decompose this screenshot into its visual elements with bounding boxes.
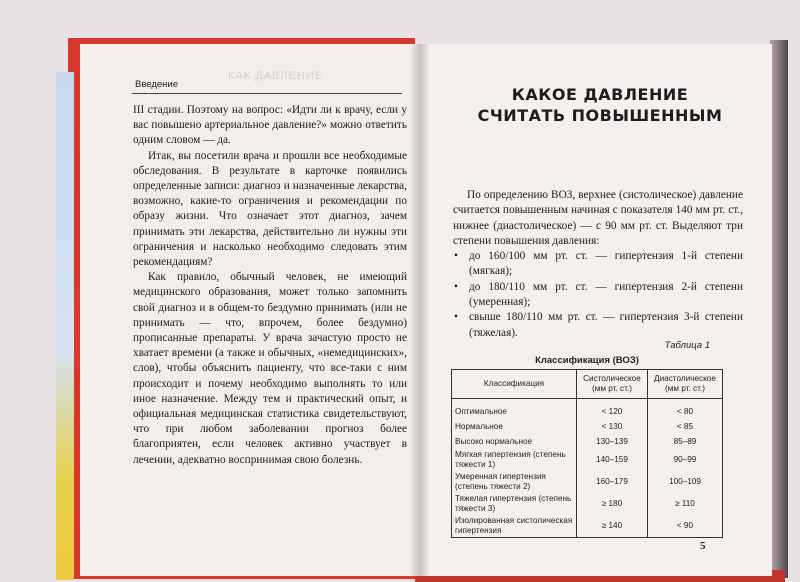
bullet-icon: • <box>454 280 458 293</box>
table-cell: ≥ 140 <box>577 515 648 538</box>
list-item <box>453 249 743 280</box>
cover-left-edge <box>56 72 74 580</box>
chapter-title-line: СЧИТАТЬ ПОВЫШЕННЫМ <box>477 106 723 125</box>
table-cell: ≥ 110 <box>647 493 722 515</box>
right-page-body <box>453 188 743 341</box>
show-through-heading: КАК ДАВЛЕНИЕ <box>228 70 323 82</box>
table-cell: Изолированная систолическая гипертензия <box>452 515 577 538</box>
chapter-title-line: КАКОЕ ДАВЛЕНИЕ <box>511 85 689 104</box>
table-cell: Оптимальное <box>452 399 577 420</box>
running-head: Введение <box>135 79 179 90</box>
table-title: Классификация (ВОЗ) <box>535 355 639 366</box>
table-cell: < 130 <box>577 419 648 434</box>
page-number: 5 <box>700 540 706 552</box>
table-row <box>452 493 723 515</box>
chapter-title <box>440 84 760 126</box>
paragraph: Как правило, обычный человек, не имеющий медицинского образования, может только запомнить свой диагноз и в общем-то бездумно принимать (или не принимать — что, впрочем, более бездумно) прописанные препараты. У врача зачастую просто не хватает времени (а также и обычных, «немедицинских», слов), чтобы объяснить пациенту, что все-таки с ним происходит и почему необходимо выполнять то или иное назначение. Между тем и практический опыт, и официальная медицинская статистика свидетельствуют, что при любом заболевании прогноз более благоприятен, если человек активно участвует в лечении, адекватно воспринимая свою болезнь. <box>133 271 407 466</box>
pressure-degree-list <box>453 249 743 341</box>
column-header: Систолическое (мм рт. ст.) <box>577 370 648 399</box>
table-cell: 140–159 <box>577 449 648 471</box>
table-cell: < 85 <box>647 419 722 434</box>
running-head-rule <box>132 93 402 94</box>
table-cell: < 90 <box>647 515 722 538</box>
column-header: Классификация <box>452 370 577 399</box>
list-item-text: до 160/100 мм рт. ст. — гипертензия 1-й степени (мягкая); <box>469 250 743 278</box>
table-cell: Высоко нормальное <box>452 434 577 449</box>
table-row <box>452 471 723 493</box>
table-label: Таблица 1 <box>664 340 710 351</box>
table-row <box>452 449 723 471</box>
table-cell: Нормальное <box>452 419 577 434</box>
table-cell: 130–139 <box>577 434 648 449</box>
left-page-body <box>133 103 407 468</box>
table-cell: Тяжелая гипертензия (степень тяжести 3) <box>452 493 577 515</box>
intro-paragraph: По определению ВОЗ, верхнее (систолическое) давление считается повышенным начиная с показателя 140 мм рт. ст., нижнее (диастолическое) — с 90 мм рт. ст. Выделяют три степени повышения давления: <box>453 189 743 247</box>
column-header: Диастолическое (мм рт. ст.) <box>647 370 722 399</box>
page-block-edge <box>770 40 788 578</box>
table-cell: 160–179 <box>577 471 648 493</box>
table-row <box>452 419 723 434</box>
list-item <box>453 310 743 341</box>
table-cell: ≥ 180 <box>577 493 648 515</box>
table-cell: 100–109 <box>647 471 722 493</box>
classification-table <box>451 369 723 538</box>
bullet-icon: • <box>454 311 458 324</box>
table-header-row <box>452 370 723 399</box>
list-item <box>453 280 743 311</box>
table-cell: Умеренная гипертензия (степень тяжести 2) <box>452 471 577 493</box>
bullet-icon: • <box>454 250 458 263</box>
table-cell: 85–89 <box>647 434 722 449</box>
book-gutter <box>410 44 430 576</box>
list-item-text: свыше 180/110 мм рт. ст. — гипертензия 3-й степени (тяжелая). <box>469 311 743 339</box>
paragraph: Итак, вы посетили врача и прошли все необходимые обследования. В результате в карточке появились определенные записи: диагноз и назначенные лекарства, возможно, какие-то ограничения и рекомендации по образу жизни. Что означает этот диагноз, зачем принимать эти лекарства, действительно ли нужны эти ограничения и насколько необходимо следовать этим рекомендациям? <box>133 149 407 269</box>
table-cell: < 120 <box>577 399 648 420</box>
table-row <box>452 434 723 449</box>
table-cell: Мягкая гипертензия (степень тяжести 1) <box>452 449 577 471</box>
table-row <box>452 515 723 538</box>
list-item-text: до 180/110 мм рт. ст. — гипертензия 2-й степени (умеренная); <box>469 280 743 309</box>
paragraph: III стадии. Поэтому на вопрос: «Идти ли к врачу, если у вас повышено артериальное давление?» можно ответить одним словом — да. <box>133 104 407 147</box>
table-row <box>452 399 723 420</box>
table-cell: 90–99 <box>647 449 722 471</box>
table-cell: < 80 <box>647 399 722 420</box>
